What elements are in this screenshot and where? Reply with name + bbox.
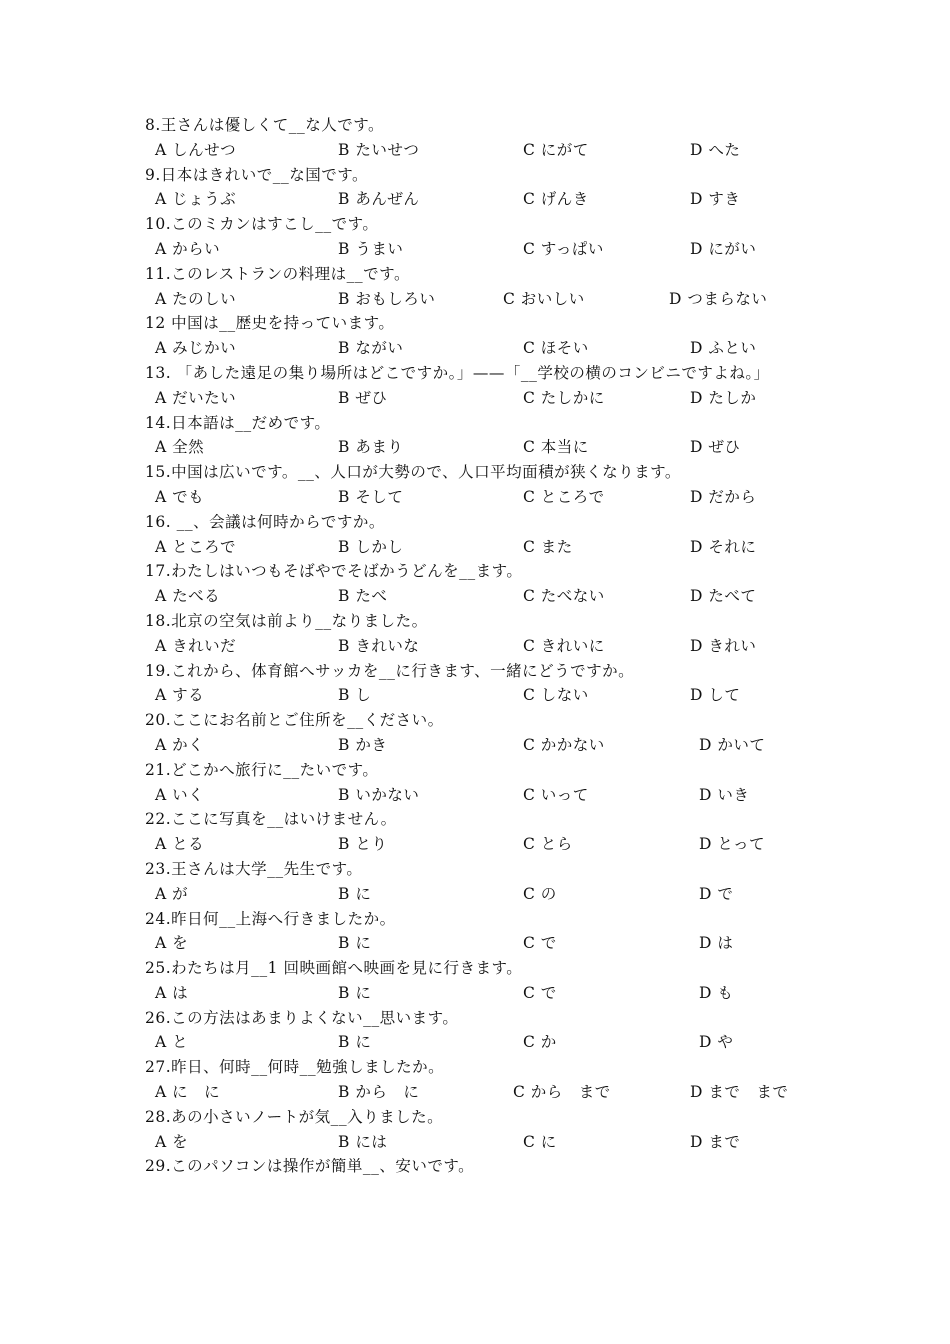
options-row	[145, 634, 815, 659]
question-text: 28.あの小さいノートが気__入りました。	[145, 1107, 444, 1126]
option-a: A と	[155, 1033, 189, 1052]
option-d: D たべて	[690, 587, 757, 606]
option-c: C か	[523, 1033, 557, 1052]
option-d: D たしか	[690, 388, 757, 407]
question-list	[145, 113, 815, 1179]
option-c: C いって	[523, 785, 589, 804]
options-row	[145, 287, 815, 312]
option-c: C ところで	[523, 487, 605, 506]
question-text: 26.この方法はあまりよくない__思います。	[145, 1008, 459, 1027]
option-c: C また	[523, 537, 573, 556]
option-b: B かき	[338, 735, 388, 754]
option-c: C とら	[523, 835, 573, 854]
option-d: D で	[699, 884, 734, 903]
question-text: 27.昨日、何時__何時__勉強しましたか。	[145, 1058, 445, 1077]
option-c: C にがて	[523, 140, 589, 159]
option-a: A からい	[155, 239, 221, 258]
option-a: A は	[155, 983, 189, 1002]
option-b: B そして	[338, 487, 404, 506]
option-c: C の	[523, 884, 557, 903]
option-b: B おもしろい	[338, 289, 436, 308]
option-c: C 本当に	[523, 438, 589, 457]
option-b: B ぜひ	[338, 388, 388, 407]
options-row	[145, 138, 815, 163]
option-d: D まで	[690, 1132, 741, 1151]
question-text: 20.ここにお名前とご住所を__ください。	[145, 711, 444, 730]
options-row	[145, 1130, 815, 1155]
option-a: A を	[155, 934, 189, 953]
option-c: C ほそい	[523, 339, 589, 358]
option-a: A だいたい	[155, 388, 237, 407]
option-c: C きれいに	[523, 636, 605, 655]
question-text: 24.昨日何__上海へ行きましたか。	[145, 909, 396, 928]
option-d: D つまらない	[669, 289, 768, 308]
option-c: C に	[523, 1132, 557, 1151]
question-text: 18.北京の空気は前より__なりました。	[145, 611, 428, 630]
options-row	[145, 237, 815, 262]
question-text: 19.これから、体育館へサッカを__に行きます、一緒にどうですか。	[145, 661, 635, 680]
option-d: D ぜひ	[690, 438, 741, 457]
question-text: 17.わたしはいつもそばやでそばかうどんを__ます。	[145, 562, 523, 581]
option-b: B に	[338, 934, 372, 953]
option-d: D して	[690, 686, 741, 705]
option-b: B に	[338, 983, 372, 1002]
options-row	[145, 783, 815, 808]
question-text: 14.日本語は__だめです。	[145, 413, 331, 432]
option-d: D いき	[699, 785, 750, 804]
option-d: D すき	[690, 190, 741, 209]
options-row	[145, 584, 815, 609]
option-c: C すっぱい	[523, 239, 604, 258]
option-b: B あまり	[338, 438, 404, 457]
option-d: D それに	[690, 537, 757, 556]
option-d: D だから	[690, 487, 757, 506]
option-b: B たいせつ	[338, 140, 420, 159]
option-a: A たのしい	[155, 289, 237, 308]
option-a: A を	[155, 1132, 189, 1151]
options-row	[145, 931, 815, 956]
options-row	[145, 336, 815, 361]
option-d: D も	[699, 983, 734, 1002]
option-a: A じょうぶ	[155, 190, 237, 209]
option-a: A でも	[155, 487, 205, 506]
options-row	[145, 535, 815, 560]
options-row	[145, 485, 815, 510]
option-b: B うまい	[338, 239, 404, 258]
option-d: D まで まで	[690, 1083, 789, 1102]
option-a: A みじかい	[155, 339, 237, 358]
options-row	[145, 683, 815, 708]
options-row	[145, 733, 815, 758]
option-d: D へた	[690, 140, 741, 159]
options-row	[145, 882, 815, 907]
option-b: B いかない	[338, 785, 420, 804]
question-text: 29.このパソコンは操作が簡単__、安いです。	[145, 1157, 475, 1176]
options-row	[145, 981, 815, 1006]
question-text: 15.中国は広いです。__、人口が大勢ので、人口平均面積が狭くなります。	[145, 463, 681, 482]
option-a: A とる	[155, 835, 205, 854]
question-text: 11.このレストランの料理は__です。	[145, 264, 410, 283]
option-a: A しんせつ	[155, 140, 237, 159]
option-c: C で	[523, 983, 557, 1002]
option-a: A に に	[155, 1083, 221, 1102]
option-d: D は	[699, 934, 734, 953]
option-a: A きれいだ	[155, 636, 237, 655]
question-text: 12 中国は__歴史を持っています。	[145, 314, 395, 333]
option-b: B し	[338, 686, 372, 705]
option-c: C で	[523, 934, 557, 953]
option-a: A する	[155, 686, 205, 705]
option-b: B ながい	[338, 339, 404, 358]
option-b: B とり	[338, 835, 388, 854]
question-text: 10.このミカンはすこし__です。	[145, 215, 379, 234]
options-row	[145, 187, 815, 212]
question-text: 23.王さんは大学__先生です。	[145, 859, 363, 878]
options-row	[145, 435, 815, 460]
question-text: 25.わたちは月__1 回映画館へ映画を見に行きます。	[145, 959, 523, 978]
option-c: C たべない	[523, 587, 605, 606]
question-text: 16. __、会議は何時からですか。	[145, 512, 385, 531]
options-row	[145, 832, 815, 857]
question-text: 13. 「あした遠足の集り場所はどこですか。」——「__学校の横のコンビニですよね。」	[145, 363, 770, 382]
option-a: A が	[155, 884, 189, 903]
option-c: C しない	[523, 686, 589, 705]
question-text: 21.どこかへ旅行に__たいです。	[145, 760, 379, 779]
option-d: D とって	[699, 835, 766, 854]
option-c: C おいしい	[503, 289, 585, 308]
question-text: 8.王さんは優しくて__な人です。	[145, 116, 385, 134]
option-a: A ところで	[155, 537, 236, 556]
question-text: 22.ここに写真を__はいけません。	[145, 810, 397, 829]
option-d: D や	[699, 1033, 734, 1052]
option-a: A いく	[155, 785, 205, 804]
option-b: B しかし	[338, 537, 404, 556]
option-d: D きれい	[690, 636, 757, 655]
options-row	[145, 386, 815, 411]
question-text: 9.日本はきれいで__な国です。	[145, 165, 369, 184]
option-a: A かく	[155, 735, 205, 754]
options-row	[145, 1030, 815, 1055]
option-b: B たべ	[338, 587, 388, 606]
options-row	[145, 1080, 815, 1105]
option-d: D ふとい	[690, 339, 757, 358]
option-a: A たべる	[155, 587, 221, 606]
option-d: D にがい	[690, 239, 757, 258]
option-b: B あんぜん	[338, 190, 420, 209]
option-c: C から まで	[513, 1083, 611, 1102]
option-c: C かかない	[523, 735, 605, 754]
option-b: B きれいな	[338, 636, 420, 655]
option-b: B には	[338, 1132, 388, 1151]
option-c: C たしかに	[523, 388, 605, 407]
option-c: C げんき	[523, 190, 589, 209]
option-a: A 全然	[155, 438, 205, 457]
option-d: D かいて	[699, 735, 766, 754]
option-b: B に	[338, 884, 372, 903]
option-b: B から に	[338, 1083, 420, 1102]
option-b: B に	[338, 1033, 372, 1052]
